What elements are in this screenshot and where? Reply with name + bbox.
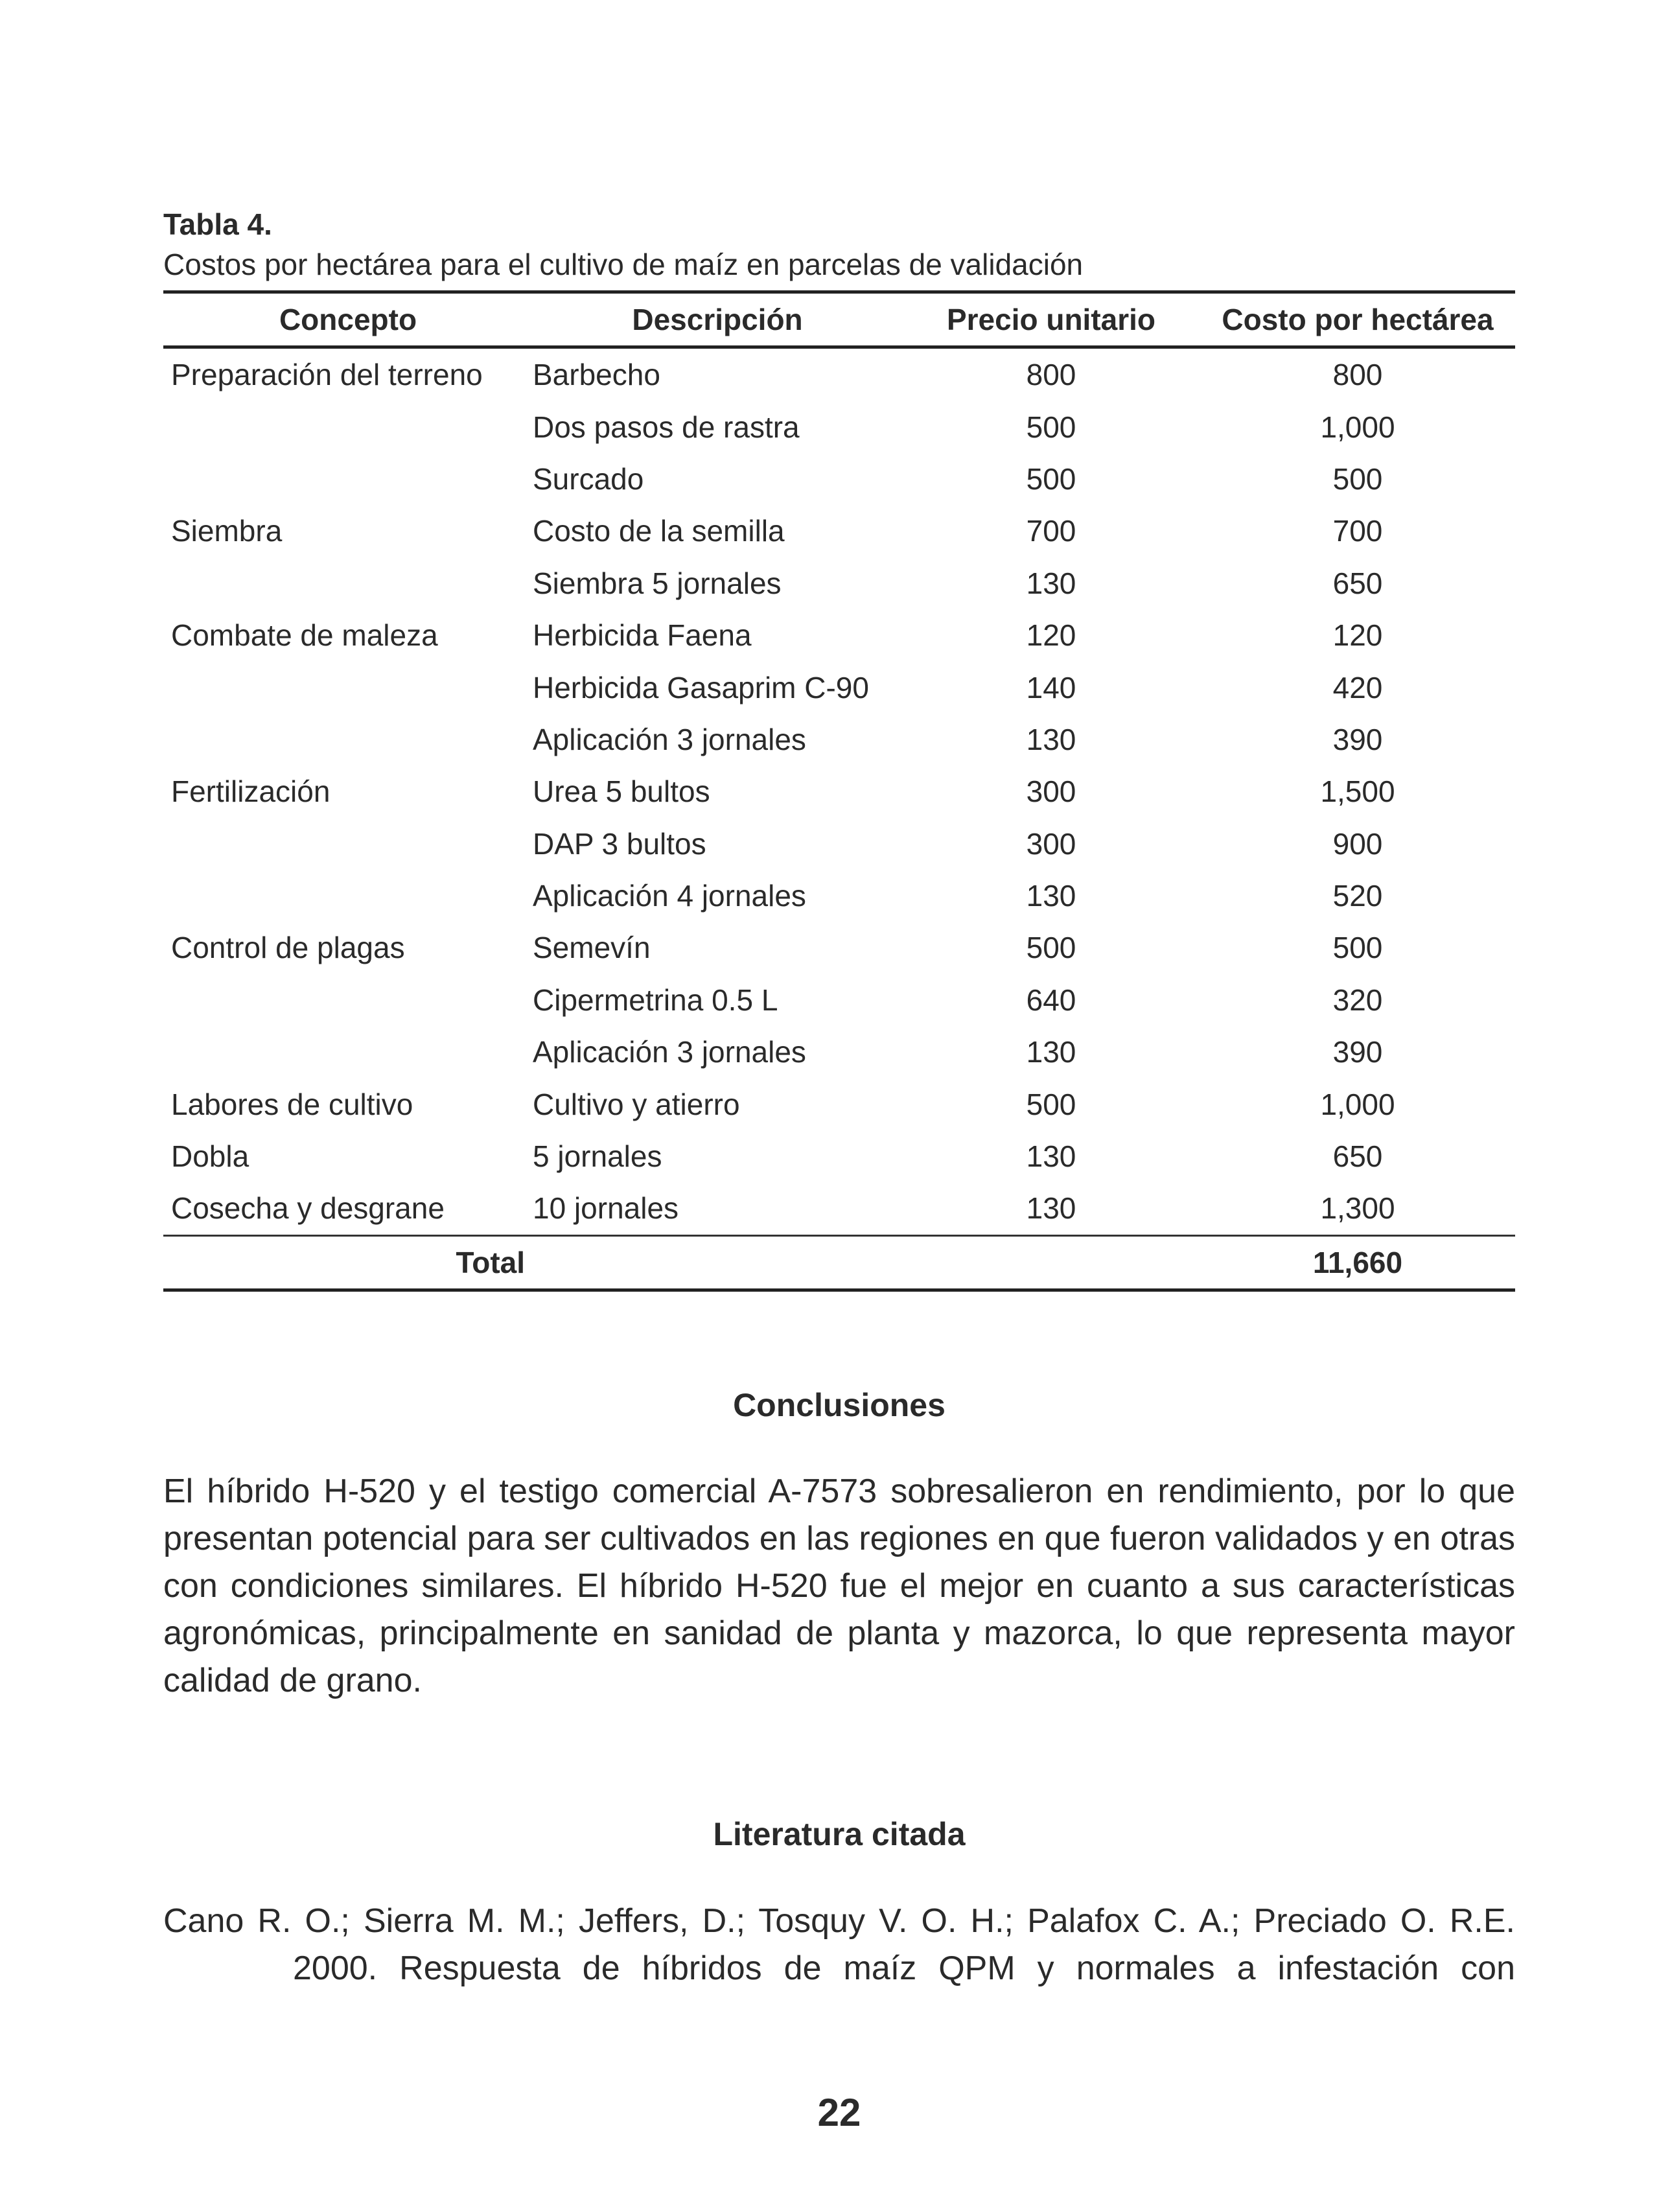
cell-costo-por-hectarea: 1,000: [1320, 1087, 1395, 1121]
header-precio-unitario: Precio unitario: [902, 292, 1200, 347]
cell-costo-por-hectarea: 700: [1332, 514, 1383, 548]
cell-precio-unitario: 500: [1026, 1087, 1076, 1121]
table-row: [163, 818, 1515, 870]
cell-concepto: [163, 974, 533, 1026]
cell-concepto: [163, 714, 533, 765]
cell-concepto: Combate de maleza: [171, 618, 438, 653]
table-row: [163, 453, 1515, 505]
cell-concepto: Control de plagas: [171, 931, 405, 965]
cell-costo-por-hectarea: 900: [1332, 826, 1383, 861]
cell-precio-unitario: 130: [1026, 1139, 1076, 1174]
cell-descripcion: 10 jornales: [533, 1191, 679, 1226]
total-row: [163, 1235, 1515, 1290]
cell-concepto: [163, 557, 533, 609]
cell-costo-por-hectarea: 500: [1332, 461, 1383, 496]
cell-precio-unitario: 130: [1026, 722, 1076, 756]
cell-descripcion: DAP 3 bultos: [533, 826, 706, 861]
cost-table: [163, 290, 1515, 1292]
cell-concepto: Fertilización: [171, 774, 331, 809]
header-descripcion: Descripción: [533, 292, 902, 347]
total-label: Total: [163, 1235, 533, 1290]
cell-costo-por-hectarea: 320: [1332, 983, 1383, 1017]
cell-precio-unitario: 800: [1026, 358, 1076, 392]
table-row: [163, 1078, 1515, 1130]
cell-descripcion: Costo de la semilla: [533, 514, 785, 548]
table-row: [163, 1026, 1515, 1078]
reference-entry: [163, 1898, 1515, 1992]
header-costo-por-hectarea: Costo por hectárea: [1200, 292, 1515, 347]
table-label: Tabla 4.: [163, 207, 272, 241]
cell-precio-unitario: 130: [1026, 566, 1076, 600]
cell-precio-unitario: 700: [1026, 514, 1076, 548]
table-row: [163, 922, 1515, 973]
cell-concepto: Cosecha y desgrane: [171, 1191, 445, 1226]
reference-line-1: Cano R. O.; Sierra M. M.; Jeffers, D.; Tosquy V. O. H.; Palafox C. A.; Preciado O. R.E.: [163, 1902, 1515, 1940]
page-number: 22: [817, 2091, 861, 2134]
total-value: 11,660: [1200, 1235, 1515, 1290]
table-row: [163, 347, 1515, 401]
cell-descripcion: Aplicación 3 jornales: [533, 1035, 806, 1069]
table-row: [163, 661, 1515, 713]
cell-concepto: Dobla: [171, 1139, 249, 1174]
cell-costo-por-hectarea: 1,300: [1320, 1191, 1395, 1226]
cell-descripcion: Dos pasos de rastra: [533, 410, 800, 444]
cell-precio-unitario: 120: [1026, 618, 1076, 653]
cell-costo-por-hectarea: 650: [1332, 1139, 1383, 1174]
conclusions-paragraph: El híbrido H-520 y el testigo comercial A-7573 sobresalieron en rendimiento, por lo que presentan potencial para ser cultivados en las regiones en que fueron validados y en otras con condiciones similares. El híbrido H-520 fue el mejor en cuanto a sus características agronómicas, principalmente en sanidad de planta y mazorca, lo que representa mayor calidad de grano.: [163, 1473, 1515, 1699]
cell-descripcion: Herbicida Faena: [533, 618, 752, 653]
table-row: [163, 609, 1515, 661]
table-row: [163, 765, 1515, 817]
cell-descripcion: Aplicación 4 jornales: [533, 879, 806, 913]
cell-precio-unitario: 500: [1026, 410, 1076, 444]
cell-costo-por-hectarea: 500: [1332, 931, 1383, 965]
cell-precio-unitario: 140: [1026, 670, 1076, 704]
cell-costo-por-hectarea: 1,000: [1320, 410, 1395, 444]
cell-precio-unitario: 130: [1026, 879, 1076, 913]
cell-precio-unitario: 500: [1026, 461, 1076, 496]
table-row: [163, 870, 1515, 922]
cell-costo-por-hectarea: 1,500: [1320, 774, 1395, 809]
cell-concepto: [163, 661, 533, 713]
table-caption: Costos por hectárea para el cultivo de maíz en parcelas de validación: [163, 248, 1084, 281]
table-row: [163, 401, 1515, 452]
table-row: [163, 974, 1515, 1026]
cell-costo-por-hectarea: 420: [1332, 670, 1383, 704]
literature-heading: Literatura citada: [713, 1816, 966, 1852]
table-row: [163, 557, 1515, 609]
cell-costo-por-hectarea: 390: [1332, 722, 1383, 756]
total-empty-price: [902, 1235, 1200, 1290]
table-row: [163, 505, 1515, 557]
cell-precio-unitario: 300: [1026, 774, 1076, 809]
table-row: [163, 1182, 1515, 1235]
cell-descripcion: Surcado: [533, 461, 644, 496]
cell-concepto: [163, 453, 533, 505]
cell-precio-unitario: 130: [1026, 1035, 1076, 1069]
document-page: [163, 0, 1515, 2212]
cell-concepto: [163, 401, 533, 452]
cell-costo-por-hectarea: 800: [1332, 358, 1383, 392]
cell-precio-unitario: 500: [1026, 931, 1076, 965]
cell-costo-por-hectarea: 650: [1332, 566, 1383, 600]
cell-descripcion: Cultivo y atierro: [533, 1087, 740, 1121]
cell-costo-por-hectarea: 120: [1332, 618, 1383, 653]
cell-descripcion: Semevín: [533, 931, 651, 965]
cell-concepto: [163, 818, 533, 870]
cell-precio-unitario: 300: [1026, 826, 1076, 861]
table-header-row: [163, 292, 1515, 347]
cell-concepto: [163, 1026, 533, 1078]
table-body: [163, 347, 1515, 1290]
cell-concepto: [163, 870, 533, 922]
cell-descripcion: Herbicida Gasaprim C-90: [533, 670, 869, 704]
conclusions-heading: Conclusiones: [733, 1387, 946, 1423]
cell-concepto: Siembra: [171, 514, 283, 548]
reference-line-2: 2000. Respuesta de híbridos de maíz QPM y normales a infestación con: [293, 1950, 1515, 1987]
total-empty-desc: [533, 1235, 902, 1290]
cell-descripcion: Urea 5 bultos: [533, 774, 710, 809]
table-row: [163, 1130, 1515, 1182]
cell-descripcion: 5 jornales: [533, 1139, 662, 1174]
cell-precio-unitario: 130: [1026, 1191, 1076, 1226]
cell-precio-unitario: 640: [1026, 983, 1076, 1017]
cell-concepto: Preparación del terreno: [171, 358, 483, 392]
cell-descripcion: Cipermetrina 0.5 L: [533, 983, 778, 1017]
cell-costo-por-hectarea: 520: [1332, 879, 1383, 913]
cell-descripcion: Siembra 5 jornales: [533, 566, 782, 600]
header-concepto: Concepto: [163, 292, 533, 347]
cell-descripcion: Aplicación 3 jornales: [533, 722, 806, 756]
cell-descripcion: Barbecho: [533, 358, 660, 392]
cell-costo-por-hectarea: 390: [1332, 1035, 1383, 1069]
cell-concepto: Labores de cultivo: [171, 1087, 413, 1121]
table-row: [163, 714, 1515, 765]
